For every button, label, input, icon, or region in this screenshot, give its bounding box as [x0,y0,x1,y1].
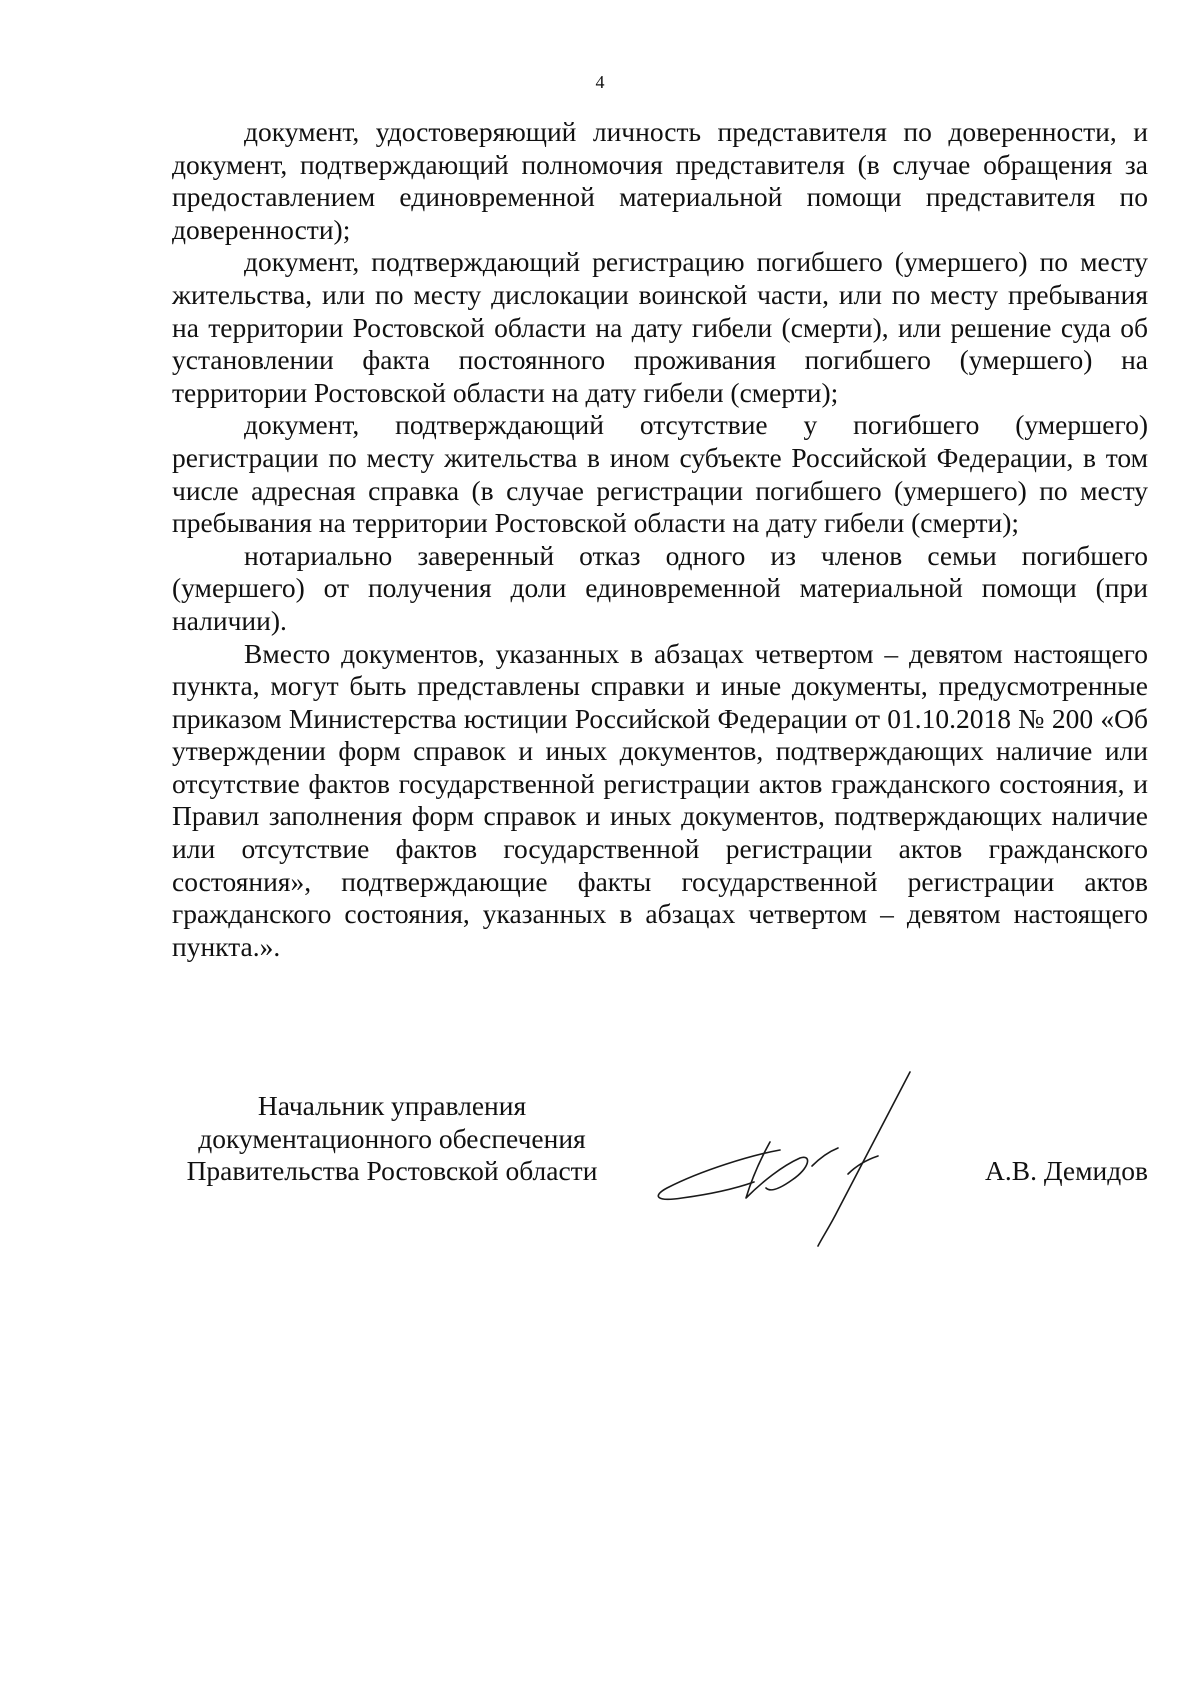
signatory-position-line: документационного обеспечения [198,1122,586,1154]
handwritten-signature-icon [642,1070,942,1250]
document-body [172,116,1148,963]
signatory-position-line: Начальник управления [257,1090,527,1121]
signature-stroke [818,1072,910,1246]
paragraph-registration-document: документ, подтверждающий регистрацию погибшего (умершего) по месту жительства, или по месту дислокации воинской части, или по месту пребывания на территории Ростовской области на дату гибели (смерти), или решение суда об установлении факта постоянного проживания погибшего (умершего) на территории Ростовской области на дату гибели (смерти); [172,246,1148,408]
signature-stroke [848,1156,878,1174]
signature-stroke [812,1148,838,1166]
signatory-name: А.В. Демидов [985,1155,1148,1186]
page-number: 4 [595,72,605,92]
paragraph-alternative-documents: Вместо документов, указанных в абзацах четвертом – девятом настоящего пункта, могут быть представлены справки и иные документы, предусмотренные приказом Министерства юстиции Российской Федерации от 01.10.2018 № 200 «Об утверждении форм справок и иных документов, подтверждающих наличие или отсутствие фактов государственной регистрации актов гражданского состояния, и Правил заполнения форм справок и иных документов, подтверждающих наличие или отсутствие фактов государственной регистрации актов гражданского состояния», подтверждающие факты государственной регистрации актов гражданского состояния, указанных в абзацах четвертом – девятом настоящего пункта.». [172,637,1148,962]
paragraph-notarized-refusal: нотариально заверенный отказ одного из членов семьи погибшего (умершего) от получения доли единовременной материальной помощи (при наличии). [172,539,1148,636]
paragraph-absence-of-registration: документ, подтверждающий отсутствие у погибшего (умершего) регистрации по месту жительства в ином субъекте Российской Федерации, в том числе адресная справка (в случае регистрации погибшего (умершего) по месту пребывания на территории Ростовской области на дату гибели (смерти); [172,409,1148,539]
signatory-position-line: Правительства Ростовской области [186,1155,598,1187]
signature-block [172,1090,1148,1250]
signatory-position [172,1090,612,1188]
paragraph-representative-id: документ, удостоверяющий личность представителя по доверенности, и документ, подтверждающий полномочия представителя (в случае обращения за предоставлением единовременной материальной помощи представителя по доверенности); [172,116,1148,245]
